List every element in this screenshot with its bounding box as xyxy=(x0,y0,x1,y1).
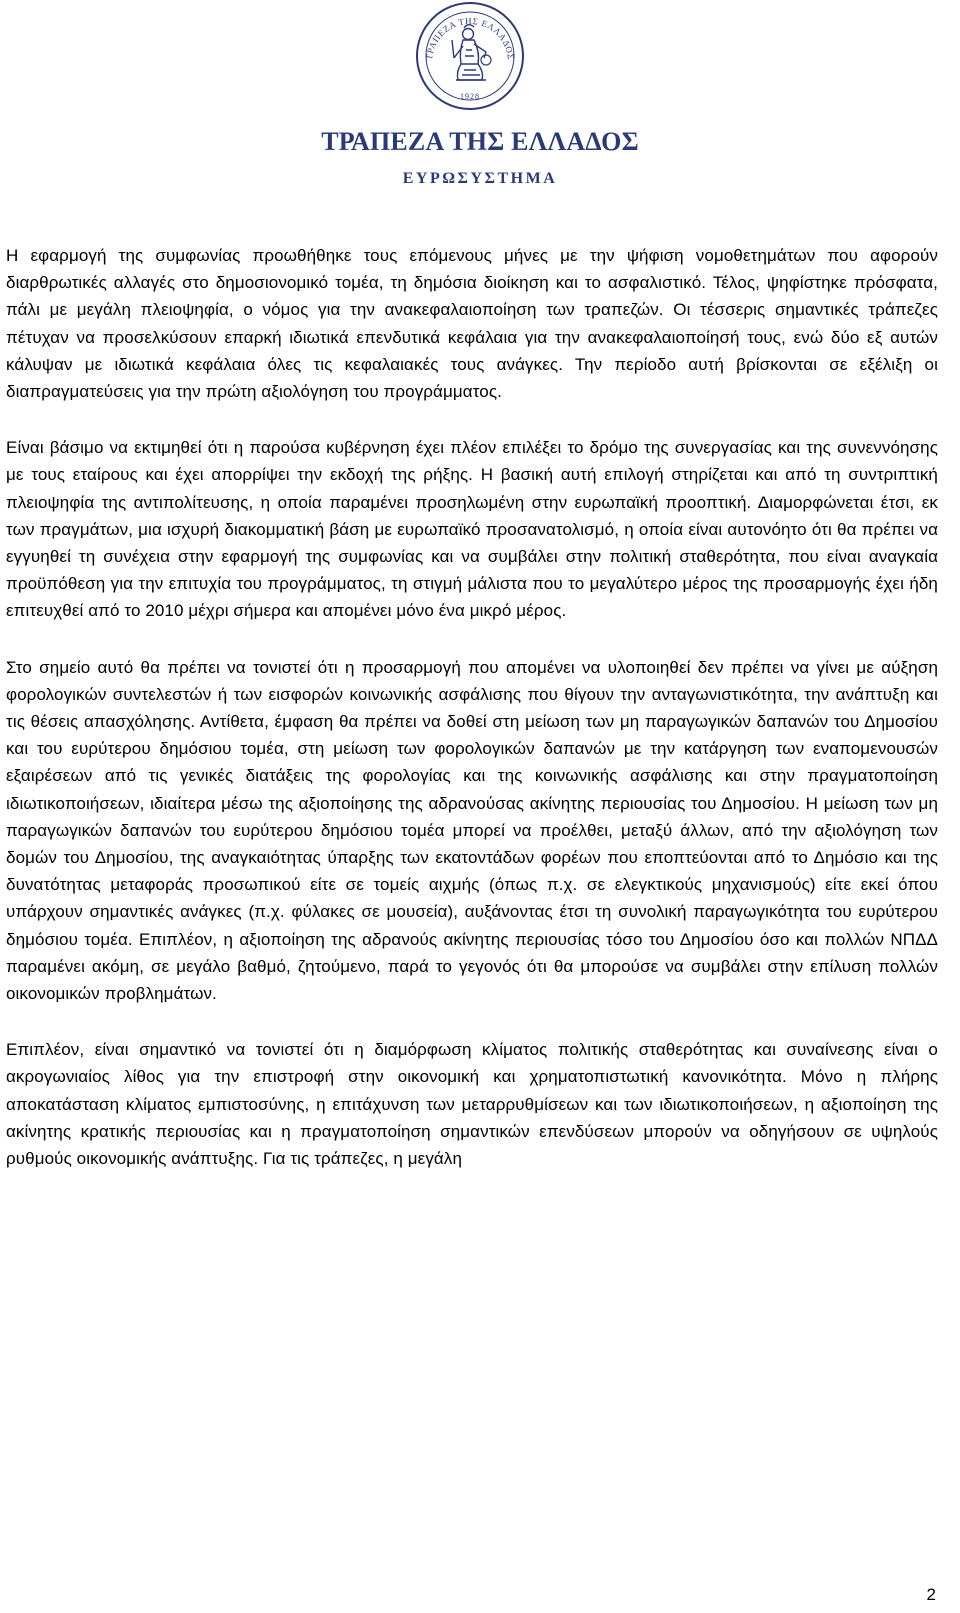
paragraph-3: Στο σημείο αυτό θα πρέπει να τονιστεί ότι η προσαρμογή που απομένει να υλοποιηθεί δεν πρέπει να γίνει με αύξηση φορολογικών συντελεστών ή των εισφορών κοινωνικής ασφάλισης που θίγουν την ανταγωνιστικότητα, την ανάπτυξη και τις θέσεις απασχόλησης. Αντίθετα, έμφαση θα πρέπει να δοθεί στη μείωση των μη παραγωγικών δαπανών του Δημοσίου και του ευρύτερου δημόσιου τομέα, στη μείωση των φορολογικών δαπανών με την κατάργηση των εναπομενουσών εξαιρέσεων από τις γενικές διατάξεις της φορολογίας και της κοινωνικής ασφάλισης και στην πραγματοποίηση ιδιωτικοποιήσεων, ιδιαίτερα μέσω της αξιοποίησης της αδρανούσας ακίνητης περιουσίας του Δημοσίου. Η μείωση των μη παραγωγικών δαπανών του ευρύτερου δημόσιου τομέα μπορεί να προέλθει, μεταξύ άλλων, από την αξιολόγηση των δομών του Δημοσίου, της αναγκαιότητας ύπαρξης των εκατοντάδων φορέων που εποπτεύονται από το Δημόσιο και της δυνατότητας μεταφοράς προσωπικού είτε σε τομείς αιχμής (όπως π.χ. σε ελεγκτικούς μηχανισμούς) είτε εκεί όπου υπάρχουν σημαντικές ανάγκες (π.χ. φύλακες σε μουσεία), αυξάνοντας έτσι τη συνολική παραγωγικότητα του ευρύτερου δημόσιου τομέα. Επιπλέον, η αξιοποίηση της αδρανούς ακίνητης περιουσίας τόσο του Δημοσίου όσο και πολλών ΝΠΔΔ παραμένει ακόμη, σε μεγάλο βαθμό, ζητούμενο, παρά το γεγονός ότι θα μπορούσε να συμβάλει στην επίλυση πολλών οικονομικών προβλημάτων. xyxy=(6,657,938,1004)
bank-seal-logo xyxy=(414,0,526,112)
eurosystem-subtitle: ΕΥΡΩΣΥΣΤΗΜΑ xyxy=(402,170,558,187)
paragraph-2: Είναι βάσιμο να εκτιμηθεί ότι η παρούσα κυβέρνηση έχει πλέον επιλέξει το δρόμο της συνεργασίας και της συνεννόησης με τους εταίρους και έχει απορρίψει την εκδοχή της ρήξης. Η βασική αυτή επιλογή στηρίζεται και από τη συντριπτική πλειοψηφία της αντιπολίτευσης, η οποία παραμένει προσηλωμένη στην ευρωπαϊκή προοπτική. Διαμορφώνεται έτσι, εκ των πραγμάτων, μια ισχυρή διακομματική βάση με ευρωπαϊκό προσανατολισμό, η οποία είναι αυτονόητο ότι θα πρέπει να εγγυηθεί τη συνέχεια στην εφαρμογή της συμφωνίας και να συμβάλει στην πολιτική σταθερότητα, που είναι αναγκαία προϋπόθεση για την επιτυχία του προγράμματος, τη στιγμή μάλιστα που το μεγαλύτερο μέρος της προσαρμογής έχει ήδη επιτευχθεί από το 2010 μέχρι σήμερα και απομένει μόνο ένα μικρό μέρος. xyxy=(6,438,938,621)
paragraph-4: Επιπλέον, είναι σημαντικό να τονιστεί ότι η διαμόρφωση κλίματος πολιτικής σταθερότητας και συναίνεσης είναι ο ακρογωνιαίος λίθος για την επιστροφή στην οικονομική και χρηματοπιστωτική κανονικότητα. Μόνο η πλήρης αποκατάσταση κλίματος εμπιστοσύνης, η επιτάχυνση των μεταρρυθμίσεων και των ιδιωτικοποιήσεων, η αξιοποίηση της ακίνητης κρατικής περιουσίας και η πραγματοποίηση σημαντικών επενδύσεων μπορούν να οδηγήσουν σε υψηλούς ρυθμούς οικονομικής ανάπτυξης. Για τις τράπεζες, η μεγάλη xyxy=(6,1040,938,1169)
document-body xyxy=(6,242,938,1201)
svg-text:ΤΡΑΠΕΖΑ ΤΗΣ ΕΛΛΑΔΟΣ xyxy=(424,16,516,60)
seal-year: 1928 xyxy=(460,92,480,101)
letterhead xyxy=(0,0,960,200)
page-number: 2 xyxy=(926,1585,936,1604)
bank-name: ΤΡΑΠΕΖΑ ΤΗΣ ΕΛΛΑΔΟΣ xyxy=(321,127,639,156)
paragraph-1: Η εφαρμογή της συμφωνίας προωθήθηκε τους επόμενους μήνες με την ψήφιση νομοθετημάτων που αφορούν διαρθρωτικές αλλαγές στο δημοσιονομικό τομέα, τη δημόσια διοίκηση και το ασφαλιστικό. Τέλος, ψηφίστηκε πρόσφατα, πάλι με μεγάλη πλειοψηφία, ο νόμος για την ανακεφαλαιοποίηση των τραπεζών. Οι τέσσερις σημαντικές τράπεζες πέτυχαν να προσελκύσουν επαρκή ιδιωτικά επενδυτικά κεφάλαια για την ανακεφαλαιοποίησή τους, ενώ δύο εξ αυτών κάλυψαν με ιδιωτικά κεφάλαια όλες τις κεφαλαιακές τους ανάγκες. Την περίοδο αυτή βρίσκονται σε εξέλιξη οι διαπραγματεύσεις για την πρώτη αξιολόγηση του προγράμματος. xyxy=(6,246,938,402)
seal-outer-text: ΤΡΑΠΕΖΑ ΤΗΣ ΕΛΛΑΔΟΣ xyxy=(423,15,516,61)
